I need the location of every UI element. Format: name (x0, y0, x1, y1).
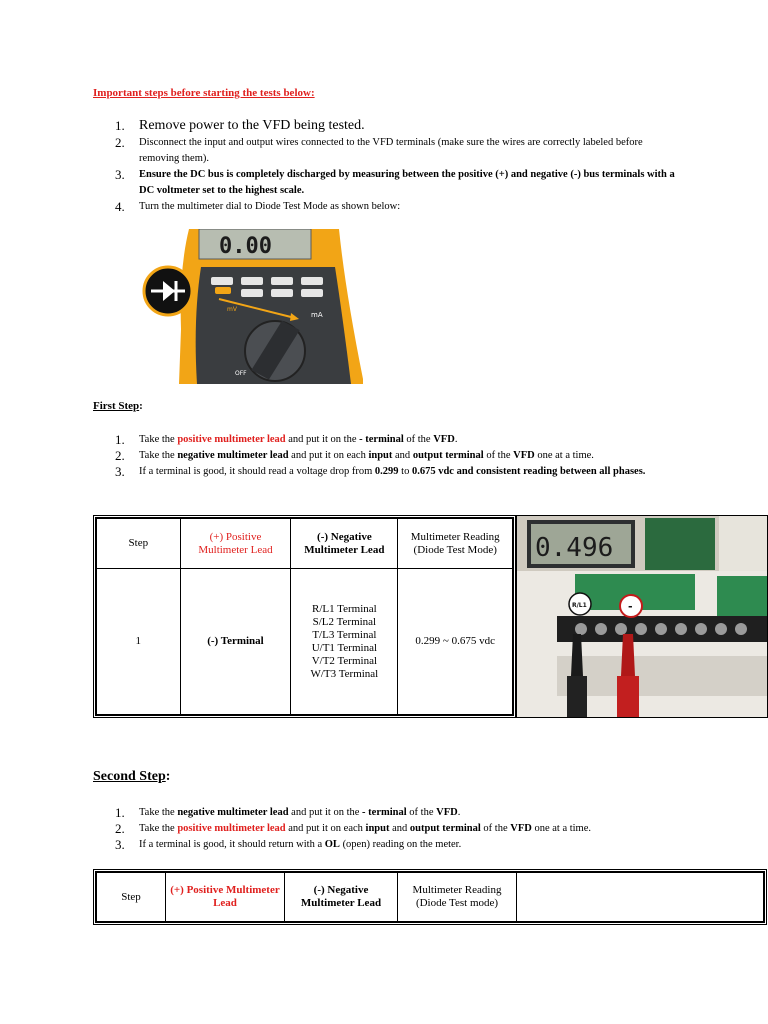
list-text: Ensure the DC bus is completely discharged by measuring between the positive (+) and negative (-) bus terminals with a DC voltmeter set to the highest scale. (139, 169, 675, 196)
list-text: Disconnect the input and output wires connected to the VFD terminals (make sure the wires are correctly labeled before removing them). (139, 137, 643, 164)
list-text: Remove power to the VFD being tested. (139, 118, 365, 133)
terminal-label: T/L3 Terminal (312, 628, 377, 641)
meter-display-text: 0.00 (219, 234, 272, 259)
first-step-colon: : (139, 400, 143, 412)
multimeter-illustration (139, 229, 363, 384)
list-item (93, 167, 683, 199)
text-run: one at a time. (534, 450, 594, 461)
photo-display-text: 0.496 (535, 533, 614, 563)
text-run-bold: - terminal (359, 434, 404, 445)
text-run: and (392, 450, 413, 461)
first-step-heading (93, 400, 143, 412)
header-positive-lead: (+) Positive Multimeter Lead (166, 873, 285, 922)
list-number: 3. (115, 464, 125, 479)
terminal-label: R/L1 Terminal (312, 602, 377, 615)
cell-step: 1 (97, 569, 181, 715)
text-run: . (454, 434, 458, 445)
text-run: of the (406, 807, 437, 818)
header-negative-lead: (-) Negative Multimeter Lead (285, 873, 398, 922)
text-run: and (389, 823, 410, 834)
cell-reading: 0.299 ~ 0.675 vdc (398, 569, 513, 715)
list-item (93, 837, 683, 853)
text-run-bold: input (368, 450, 393, 461)
first-step-label: First Step (93, 400, 140, 412)
text-run: of the (483, 450, 514, 461)
text-run: and put it on the (285, 434, 360, 445)
text-run: and put it on each (288, 450, 369, 461)
list-number: 2. (115, 448, 125, 463)
text-run: of the (403, 434, 434, 445)
important-steps-list (93, 117, 683, 215)
meter-off-label: OFF (235, 370, 247, 377)
second-step-label: Second Step (93, 769, 166, 784)
text-run: Take the (139, 823, 178, 834)
list-item (93, 448, 683, 464)
text-run: and put it on the (288, 807, 363, 818)
text-run: . (457, 807, 461, 818)
text-run: Take the (139, 434, 178, 445)
table-row (97, 569, 513, 715)
second-step-table (96, 872, 764, 922)
meter-ma-label: mA (311, 311, 323, 319)
vfd-terminal-illustration (517, 516, 768, 718)
table-header-row (97, 519, 513, 569)
list-number: 2. (115, 135, 125, 150)
text-run-bold: VFD (510, 823, 532, 834)
text-run-bold: VFD (513, 450, 535, 461)
text-run-bold: output terminal (412, 450, 484, 461)
meter-mv-label: mV (227, 306, 237, 313)
photo-terminal-label: R/L1 (572, 602, 587, 609)
list-item (93, 135, 683, 167)
list-item (93, 117, 683, 135)
important-heading: Important steps before starting the tests below: (93, 87, 315, 99)
first-step-list (93, 432, 683, 480)
text-run-bold: VFD (433, 434, 455, 445)
vfd-terminal-photo (516, 515, 768, 718)
first-step-table (96, 518, 513, 715)
text-run: If a terminal is good, it should return with a (139, 839, 325, 850)
header-positive-lead: (+) Positive Multimeter Lead (180, 519, 291, 569)
terminal-label: S/L2 Terminal (312, 615, 377, 628)
multimeter-photo (139, 229, 363, 384)
terminal-label: V/T2 Terminal (311, 654, 378, 667)
text-run-highlight: positive multimeter lead (177, 823, 286, 834)
text-run-bold: - terminal (362, 807, 407, 818)
header-reading: Multimeter Reading (Diode Test mode) (398, 873, 517, 922)
list-number: 3. (115, 837, 125, 852)
text-run-bold: input (365, 823, 390, 834)
text-run-bold: VFD (436, 807, 458, 818)
list-number: 1. (115, 118, 125, 133)
terminal-label: U/T1 Terminal (311, 641, 378, 654)
list-item (93, 199, 683, 215)
list-number: 4. (115, 199, 125, 214)
list-item (93, 432, 683, 448)
text-run-bold: 0.299 (374, 466, 399, 477)
text-run-bold: negative multimeter lead (177, 450, 289, 461)
text-run: to (398, 466, 412, 477)
list-number: 2. (115, 821, 125, 836)
text-run: one at a time. (531, 823, 592, 834)
second-step-heading (93, 769, 170, 785)
text-run-bold: OL (324, 839, 340, 850)
header-step: Step (97, 519, 181, 569)
text-run: Take the (139, 807, 178, 818)
second-step-colon: : (165, 769, 171, 784)
terminal-label: W/T3 Terminal (310, 667, 379, 680)
text-run-bold: negative multimeter lead (177, 807, 289, 818)
text-run: If a terminal is good, it should read a voltage drop from (139, 466, 375, 477)
text-run: Take the (139, 450, 178, 461)
text-run: and put it on each (285, 823, 366, 834)
text-run-highlight: positive multimeter lead (177, 434, 286, 445)
list-item (93, 464, 683, 480)
second-step-list (93, 805, 683, 853)
header-photo (517, 873, 764, 922)
photo-minus-label: - (628, 600, 633, 613)
list-text: Turn the multimeter dial to Diode Test Mode as shown below: (139, 201, 401, 212)
header-reading: Multimeter Reading (Diode Test Mode) (398, 519, 513, 569)
text-run: (open) reading on the meter. (339, 839, 462, 850)
list-item (93, 821, 683, 837)
header-negative-lead: (-) Negative Multimeter Lead (291, 519, 398, 569)
list-item (93, 805, 683, 821)
list-number: 1. (115, 432, 125, 447)
text-run-bold: output terminal (409, 823, 481, 834)
cell-negative-lead (291, 569, 398, 715)
list-number: 3. (115, 167, 125, 182)
table-header-row (97, 873, 764, 922)
text-run: of the (480, 823, 511, 834)
header-step: Step (97, 873, 166, 922)
text-run-bold: 0.675 vdc and consistent reading between all phases. (411, 466, 646, 477)
cell-positive-lead: (-) Terminal (180, 569, 291, 715)
list-number: 1. (115, 805, 125, 820)
